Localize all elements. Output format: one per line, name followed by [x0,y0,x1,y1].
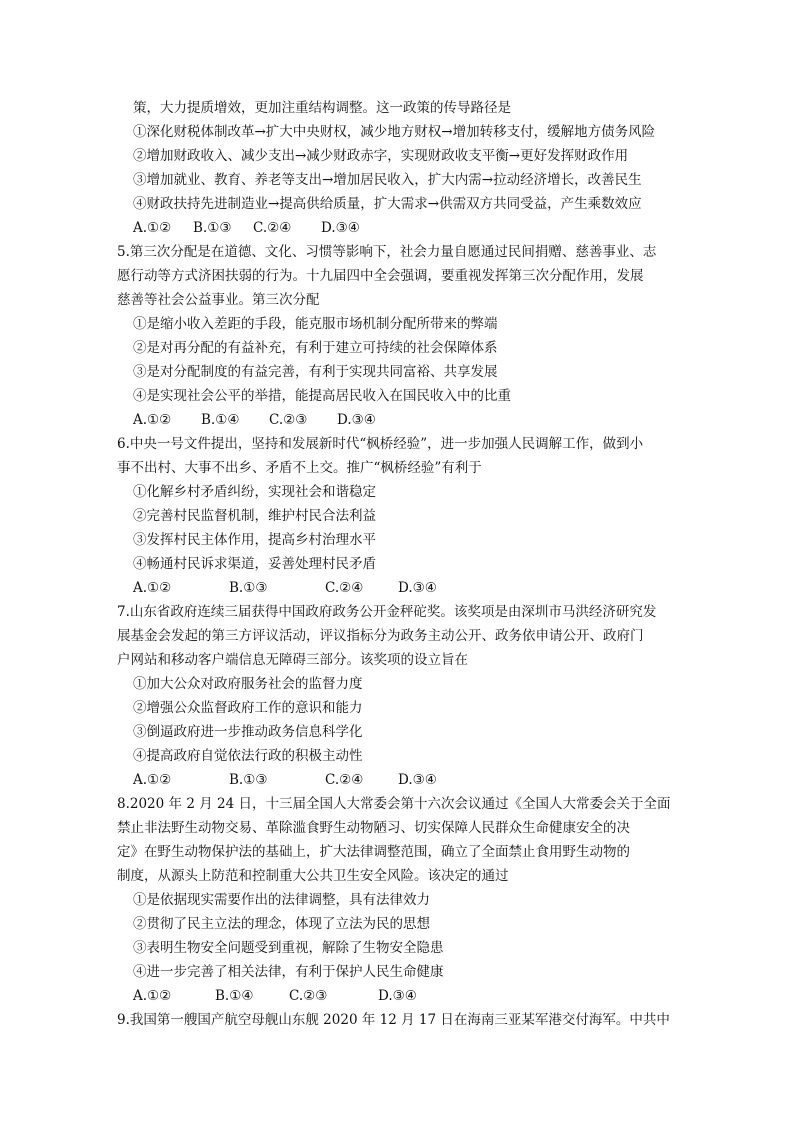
q4-choice-c: C.②④ [253,220,292,236]
q5-option-2: ②是对再分配的有益补充，有利于建立可持续的社会保障体系 [133,340,498,356]
q5-choice-b: B.①④ [201,412,240,428]
q8-option-3: ③表明生物安全问题受到重视，解除了生物安全隐患 [133,940,444,956]
q5-option-3: ③是对分配制度的有益完善，有利于实现共同富裕、共享发展 [133,364,498,380]
q7-choice-d: D.③④ [398,772,437,788]
q7-option-2: ②增强公众监督政府工作的意识和能力 [133,700,363,716]
q8-option-4: ④进一步完善了相关法律，有利于保护人民生命健康 [133,964,444,980]
q4-stem-line: 策，大力提质增效，更加注重结构调整。这一政策的传导路径是 [133,100,511,116]
q6-option-1: ①化解乡村矛盾纠纷，实现社会和谐稳定 [133,484,376,500]
q6-option-4: ④畅通村民诉求渠道，妥善处理村民矛盾 [133,556,376,572]
q9-stem-line-1: 9.我国第一艘国产航空母舰山东舰 2020 年 12 月 17 日在海南三亚某军港交付海军。中共中 [117,1012,670,1028]
q4-choice-b: B.①③ [193,220,232,236]
q7-stem-line-2: 展基金会发起的第三方评议活动，评议指标分为政务主动公开、政务依申请公开、政府门 [117,628,644,644]
q8-stem-line-2: 禁止非法野生动物交易、革除滥食野生动物陋习、切实保障人民群众生命健康安全的决 [117,820,630,836]
q8-stem-line-1: 8.2020 年 2 月 24 日，十三届全国人大常委会第十六次会议通过《全国人大常委会关于全面 [117,796,671,812]
q4-option-2: ②增加财政收入、减少支出→减少财政赤字，实现财政收支平衡→更好发挥财政作用 [133,148,629,164]
q6-stem-line-1: 6.中央一号文件提出，坚持和发展新时代“枫桥经验”，进一步加强人民调解工作，做到小 [117,436,644,452]
q5-stem-line-3: 慈善等社会公益事业。第三次分配 [117,292,320,308]
q8-choice-d: D.③④ [378,988,417,1004]
q6-option-3: ③发挥村民主体作用，提高乡村治理水平 [133,532,376,548]
q8-choice-a: A.①② [133,988,172,1004]
q5-choice-d: D.③④ [337,412,376,428]
q4-option-3: ③增加就业、教育、养老等支出→增加居民收入，扩大内需→拉动经济增长，改善民生 [133,172,642,188]
q7-choice-a: A.①② [133,772,172,788]
q7-option-4: ④提高政府自觉依法行政的积极主动性 [133,748,363,764]
q5-option-1: ①是缩小收入差距的手段，能克服市场机制分配所带来的弊端 [133,316,498,332]
q7-option-3: ③倒逼政府进一步推动政务信息科学化 [133,724,363,740]
q5-choice-a: A.①② [133,412,172,428]
q7-option-1: ①加大公众对政府服务社会的监督力度 [133,676,363,692]
q4-option-1: ①深化财税体制改革→扩大中央财权，减少地方财权→增加转移支付，缓解地方债务风险 [133,124,656,140]
q5-choice-c: C.②③ [269,412,308,428]
q5-option-4: ④是实现社会公平的举措，能提高居民收入在国民收入中的比重 [133,388,511,404]
q8-choice-c: C.②③ [289,988,328,1004]
q7-stem-line-3: 户网站和移动客户端信息无障碍三部分。该奖项的设立旨在 [117,652,468,668]
q8-choice-b: B.①④ [215,988,254,1004]
q5-stem-line-2: 愿行动等方式济困扶弱的行为。十九届四中全会强调，要重视发挥第三次分配作用，发展 [117,268,644,284]
q6-choice-d: D.③④ [398,580,437,596]
q7-choice-c: C.②④ [325,772,364,788]
q6-choice-a: A.①② [133,580,172,596]
q6-option-2: ②完善村民监督机制，维护村民合法利益 [133,508,376,524]
q7-stem-line-1: 7.山东省政府连续三届获得中国政府政务公开金秤砣奖。该奖项是由深圳市马洪经济研究发 [117,604,657,620]
q8-option-2: ②贯彻了民主立法的理念，体现了立法为民的思想 [133,916,430,932]
q8-stem-line-4: 制度，从源头上防范和控制重大公共卫生安全风险。该决定的通过 [117,868,509,884]
q7-choice-b: B.①③ [229,772,268,788]
q8-option-1: ①是依据现实需要作出的法律调整，具有法律效力 [133,892,430,908]
q4-choice-d: D.③④ [321,220,360,236]
q5-stem-line-1: 5.第三次分配是在道德、文化、习惯等影响下，社会力量自愿通过民间捐赠、慈善事业、志 [117,244,657,260]
q6-choice-c: C.②④ [325,580,364,596]
q4-option-4: ④财政扶持先进制造业→提高供给质量，扩大需求→供需双方共同受益，产生乘数效应 [133,196,642,212]
q4-choice-a: A.①② [133,220,172,236]
q6-choice-b: B.①③ [229,580,268,596]
q8-stem-line-3: 定》在野生动物保护法的基础上，扩大法律调整范围，确立了全面禁止食用野生动物的 [117,844,630,860]
q6-stem-line-2: 事不出村、大事不出乡、矛盾不上交。推广“枫桥经验”有利于 [117,460,482,476]
